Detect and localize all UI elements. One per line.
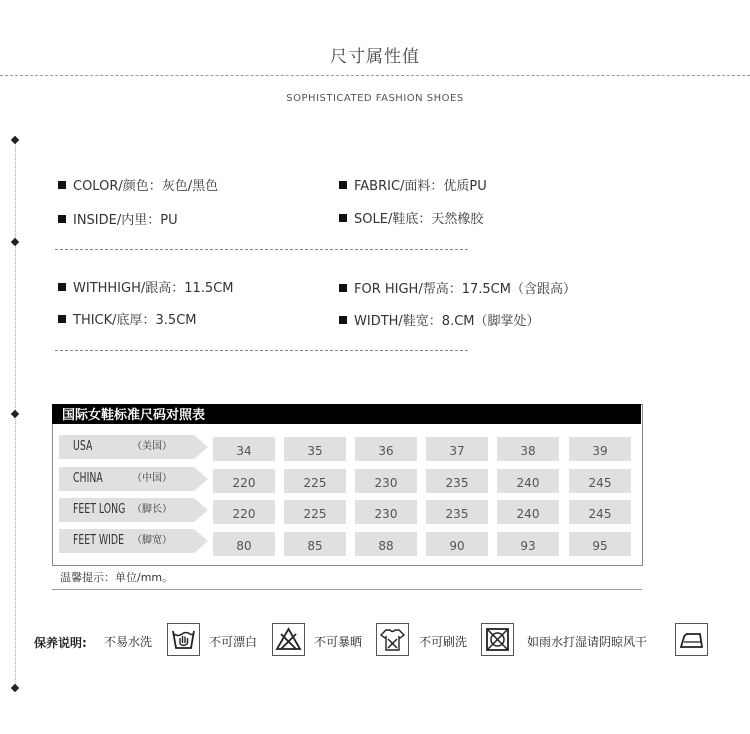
care-text: 如雨水打湿请阴晾风干 bbox=[527, 635, 648, 649]
diamond-marker bbox=[11, 684, 19, 692]
size-row-label bbox=[59, 467, 194, 491]
diamond-marker bbox=[11, 136, 19, 144]
size-cell: 35 bbox=[284, 437, 346, 461]
diamond-marker bbox=[11, 410, 19, 418]
row-label-en: CHINA bbox=[73, 471, 103, 486]
attr-label: SOLE/鞋底：天然橡胶 bbox=[354, 212, 484, 227]
row-arrow bbox=[194, 435, 208, 459]
care-title: 保养说明: bbox=[34, 636, 87, 650]
size-cell: 235 bbox=[426, 469, 488, 493]
row-label-cn: （中国） bbox=[132, 473, 172, 484]
attr-label: THICK/底厚：3.5CM bbox=[73, 313, 197, 328]
header-divider bbox=[0, 75, 750, 76]
attr-sole bbox=[339, 208, 483, 227]
size-cell: 85 bbox=[284, 532, 346, 556]
bullet-square bbox=[339, 214, 347, 222]
attr-sole-thickness bbox=[58, 309, 197, 328]
bullet-square bbox=[58, 283, 66, 291]
row-label-cn: （脚长） bbox=[132, 504, 172, 515]
size-cell: 80 bbox=[213, 532, 275, 556]
section-divider bbox=[55, 249, 468, 250]
size-cell: 37 bbox=[426, 437, 488, 461]
size-cell: 240 bbox=[497, 469, 559, 493]
size-row-label bbox=[59, 498, 194, 522]
attr-label: FOR HIGH/帮高：17.5CM（含跟高） bbox=[354, 282, 576, 297]
row-arrow bbox=[194, 498, 208, 522]
size-cell: 38 bbox=[497, 437, 559, 461]
bullet-square bbox=[339, 284, 347, 292]
size-table-header bbox=[52, 404, 641, 424]
size-cell: 225 bbox=[284, 500, 346, 524]
size-cell: 39 bbox=[569, 437, 631, 461]
care-text: 不可漂白 bbox=[209, 635, 258, 649]
size-cell: 90 bbox=[426, 532, 488, 556]
attr-inside bbox=[58, 209, 178, 228]
attr-label: COLOR/颜色：灰色/黑色 bbox=[73, 179, 219, 194]
size-cell: 225 bbox=[284, 469, 346, 493]
size-row-label bbox=[59, 529, 194, 553]
row-label-en: FEET WIDE bbox=[73, 533, 125, 548]
care-text: 不易水洗 bbox=[104, 635, 153, 649]
care-text: 不可刷洗 bbox=[419, 635, 468, 649]
size-cell: 88 bbox=[355, 532, 417, 556]
attr-width bbox=[339, 310, 540, 329]
row-label-cn: （脚宽） bbox=[132, 535, 172, 546]
row-arrow bbox=[194, 529, 208, 553]
bullet-square bbox=[58, 315, 66, 323]
row-label-en: FEET LONG bbox=[73, 502, 126, 517]
page-title: 尺寸属性值 bbox=[330, 47, 420, 67]
size-row-label bbox=[59, 435, 194, 459]
page-subtitle: SOPHISTICATED FASHION SHOES bbox=[286, 93, 464, 104]
care-text: 不可暴晒 bbox=[314, 635, 363, 649]
no-bleach-icon bbox=[272, 623, 305, 656]
attr-label: INSIDE/内里：PU bbox=[73, 213, 178, 228]
attr-color bbox=[58, 175, 218, 194]
size-cell: 235 bbox=[426, 500, 488, 524]
hand-wash-icon bbox=[167, 623, 200, 656]
bullet-square bbox=[58, 215, 66, 223]
attr-label: FABRIC/面料：优质PU bbox=[354, 179, 487, 194]
no-sun-dry-icon bbox=[376, 623, 409, 656]
attr-shaft-height bbox=[339, 278, 576, 297]
size-tip: 温馨提示：单位/mm。 bbox=[60, 571, 174, 584]
size-cell: 230 bbox=[355, 469, 417, 493]
size-cell: 93 bbox=[497, 532, 559, 556]
size-cell: 36 bbox=[355, 437, 417, 461]
size-table-title: 国际女鞋标准尺码对照表 bbox=[62, 408, 206, 423]
size-cell: 34 bbox=[213, 437, 275, 461]
size-cell: 220 bbox=[213, 469, 275, 493]
row-label-cn: （美国） bbox=[132, 441, 172, 452]
size-cell: 245 bbox=[569, 500, 631, 524]
attr-label: WITHHIGH/跟高：11.5CM bbox=[73, 281, 234, 296]
size-cell: 245 bbox=[569, 469, 631, 493]
size-cell: 230 bbox=[355, 500, 417, 524]
attr-label: WIDTH/鞋宽：8.CM（脚掌处） bbox=[354, 314, 540, 329]
bullet-square bbox=[339, 316, 347, 324]
attr-heel-height bbox=[58, 277, 233, 296]
size-cell: 240 bbox=[497, 500, 559, 524]
row-arrow bbox=[194, 467, 208, 491]
diamond-marker bbox=[11, 238, 19, 246]
section-divider bbox=[55, 350, 468, 351]
size-cell: 95 bbox=[569, 532, 631, 556]
tip-divider bbox=[52, 589, 642, 590]
row-label-en: USA bbox=[73, 439, 93, 454]
size-cell: 220 bbox=[213, 500, 275, 524]
bullet-square bbox=[58, 181, 66, 189]
iron-icon bbox=[675, 623, 708, 656]
no-brush-icon bbox=[481, 623, 514, 656]
attr-fabric bbox=[339, 175, 487, 194]
bullet-square bbox=[339, 181, 347, 189]
